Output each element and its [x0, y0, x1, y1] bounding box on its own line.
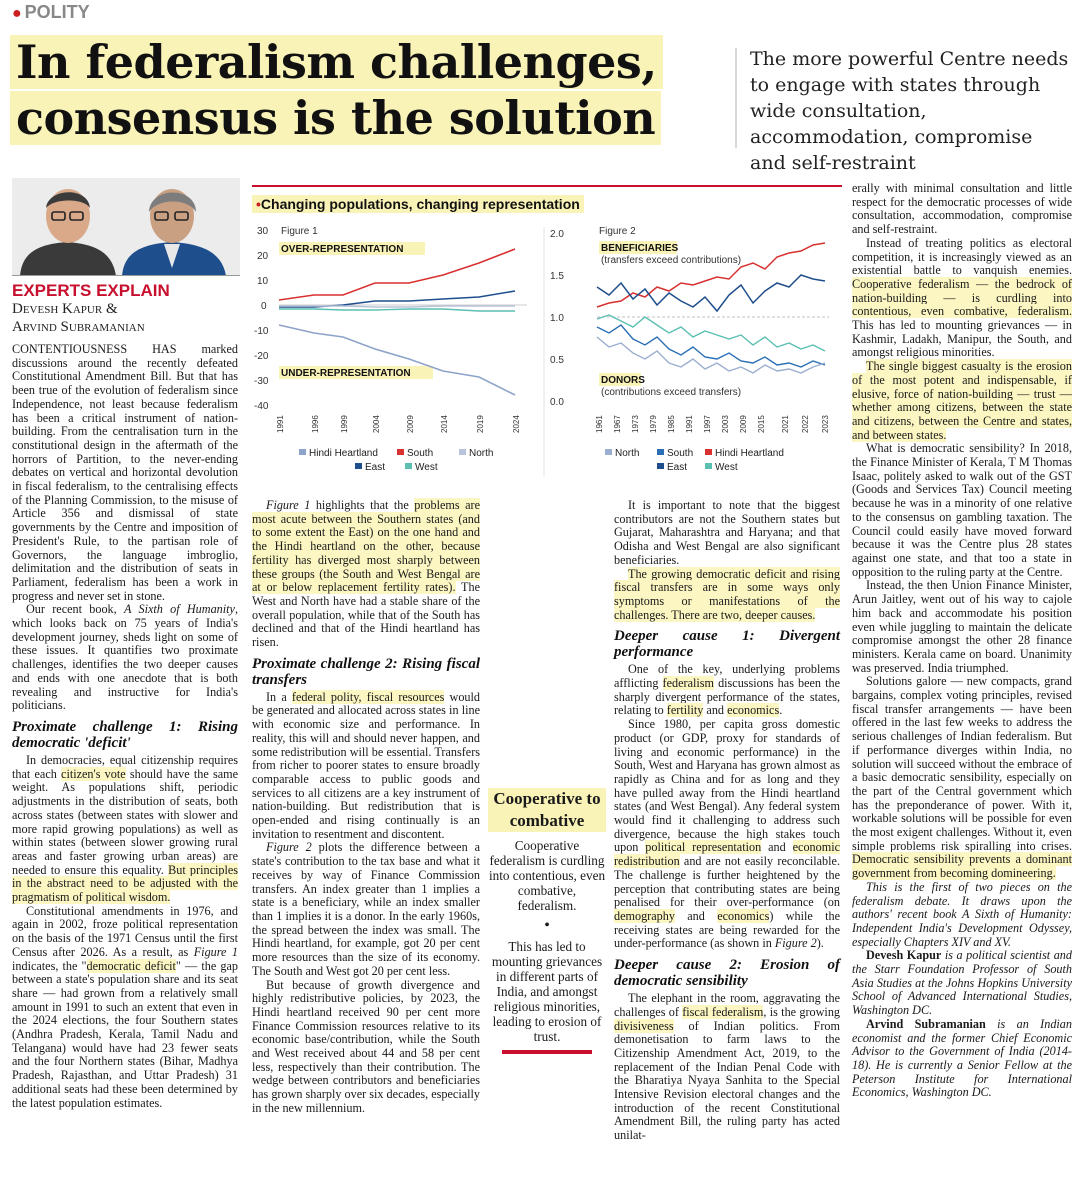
article-column-2 — [252, 499, 480, 1116]
paragraph: But because of growth divergence and highly redistributive policies, by 2023, the Hindi heartland received 90 per cent more Finance Commission resources relative to its economic base/contribution, while the South and West received about 44 and 58 per cent less, respectively than their contribution. The wedge between contributors and beneficiaries has grown sharply over six decades, especially in the new millennium. — [252, 977, 480, 1115]
headline-line-2: consensus is the solution — [10, 91, 661, 145]
byline-author-2: Arvind Subramanian — [12, 319, 145, 335]
highlight: political representation — [645, 840, 762, 855]
figure-ref: Figure 2 — [266, 840, 312, 855]
fig2-xtick: 2023 — [821, 415, 830, 433]
fig1-xtick: 1999 — [340, 415, 349, 433]
text-run: , which looks back on 75 years of India's development journey, sheds light on some of these issues. It quantifies two proximate challenges, identifies the two deeper causes and ends with one anecdote that is both revealing and instructive for India's politicians. — [12, 602, 238, 713]
author-note — [852, 881, 1072, 950]
paragraph — [614, 663, 840, 718]
fig1-ytick: -10 — [254, 326, 269, 337]
text-run: of Indian politics. From demonetisation to farm laws to the Citizenship Amendment Act, 2019, to the replacement of the Indian Penal Code with the Bharatiya Nyaya Sanhita to the Special Intensive Revision electoral changes and the introduction of the recent Constitutional Amendment Bill, the ruling party has acted unilat- — [614, 1018, 840, 1143]
fig2-legend-item: Hindi Heartland — [715, 448, 784, 459]
donors-sublabel: (contributions exceed transfers) — [601, 387, 742, 398]
fig2-legend-item: East — [667, 462, 688, 473]
article-column-1 — [12, 343, 238, 1110]
text-run: and are not easily reconcilable. The challenge is further heightened by the perception that contributing states are being penalised for their over-performance (on — [614, 854, 840, 910]
fig2-xtick: 2022 — [801, 415, 810, 433]
highlight: economics — [717, 908, 770, 923]
highlight: problems are most acute between the Southern states (and to some extent the East) on the one hand and the Hindi heartland on the other, because fertility has diverged most sharply between these groups (the South and West Bengal are at or below replacement fertility rates). — [252, 498, 481, 595]
fig1-ytick: 30 — [257, 226, 269, 237]
author-photo — [12, 178, 240, 276]
deck: The more powerful Centre needs to engage with states through wide consultation, accommodation, compromise and self-restraint — [750, 48, 1069, 174]
fig2-series-west — [597, 315, 825, 351]
pull-quote-text-2: This has led to mounting grievances in different parts of India, and amongst religious minorities, leading to erosion of trust. — [491, 939, 603, 1044]
fig2-series-south — [597, 325, 825, 367]
text-run: Since 1980, per capita gross domestic product (or GDP, proxy for standards of living and economic performance) in the South, West and Haryana has grown almost as rapidly as China and for as long and they have pulled away from the Hindi heartland states (and West Bengal). Any federal system would find it challenging to address such divergence, because the high stakes touch upon — [614, 717, 840, 855]
figure-ref: Figure 1 — [266, 498, 311, 512]
text-run: ). — [816, 936, 824, 951]
fig2-xtick: 2021 — [781, 415, 790, 433]
bullet-dot-icon: ● — [12, 5, 22, 22]
chart-header-text: Changing populations, changing representation — [260, 196, 580, 212]
fig1-xtick: 1991 — [276, 415, 285, 433]
text-run: " — the gap between a state's population share and its seat share — had grown from a relatively small amount in 1991 to such an extent that even in the 2024 elections, the four Southern states (Andhra Pradesh, Kerala, Tamil Nadu and Telangana) would have had 23 fewer seats and the four Northern states (Bihar, Madhya Pradesh, Rajasthan, and Uttar Pradesh) 31 additional seats had these been determined by the latest population estimates. — [12, 958, 238, 1110]
text-run: and — [674, 908, 718, 923]
legend-swatch-west — [405, 463, 412, 469]
text-run: should have the same weight. As populations shift, periodic adjustments in the distribution of seats, both across states (between states with slower and more rapid growing populations) as well as within states (between slower growing rural areas and faster growing urban areas) are needed to ensure this equality. — [12, 766, 238, 877]
text-run: The West and North have had a stable share of the overall population, while that of the South has declined and that of the Hindi heartland has risen. — [252, 580, 480, 650]
kicker-label: POLITY — [24, 2, 90, 22]
highlight: fiscal federalism — [682, 1004, 764, 1019]
legend-swatch-hindi — [705, 449, 712, 455]
text-run: is an Indian economist and the former Chief Economic Advisor to the Government of India (2014-18). He is currently a Senior Fellow at the Peterson Institute for International Economics, Washington DC. — [852, 1016, 1072, 1100]
figure-1-label: Figure 1 — [281, 226, 318, 237]
text-run: Our recent book, — [26, 602, 124, 617]
fig2-xtick: 1967 — [613, 415, 622, 433]
text-run: indicates, the " — [12, 958, 87, 973]
subheading: Deeper cause 1: Divergent performance — [614, 628, 840, 661]
fig1-legend-item: Hindi Heartland — [309, 448, 378, 459]
article-column-4 — [852, 182, 1072, 1100]
pull-quote — [488, 788, 606, 1054]
pull-quote-text-1: Cooperative federalism is curdling into contentious, even combative, federalism. — [488, 838, 606, 913]
text-run: highlights that the — [310, 498, 415, 512]
paragraph — [252, 841, 480, 978]
fig1-series-hindi-heartland — [279, 325, 515, 395]
beneficiaries-sublabel: (transfers exceed contributions) — [601, 255, 742, 266]
paragraph: What is democratic sensibility? In 2018, the Finance Minister of Kerala, T M Thomas Isaac, politely asked to walk out of the GST (Goods and Services Tax) Council meeting because he was in a minority of one relative to the consensus on gambling taxation. The Council could easily have moved forward because it was the Centre plus 28 states against one state, and that too a state in opposition to the ruling party at the Centre. — [852, 441, 1072, 579]
figure-1 — [254, 226, 527, 473]
fig1-ytick: 20 — [257, 251, 269, 262]
text-run: Constitutional amendments in 1976, and again in 2002, froze political representation on the basis of the 1971 Census until the first Census after 2026. As a result, as — [12, 903, 238, 959]
fig2-ytick: 2.0 — [550, 229, 564, 240]
book-title: A Sixth of Humanity — [123, 602, 235, 617]
fig1-legend-item: South — [407, 448, 434, 459]
paragraph — [12, 603, 238, 713]
legend-swatch-east — [657, 463, 664, 469]
fig1-xtick: 1996 — [311, 415, 320, 433]
experts-explain-label: EXPERTS EXPLAIN — [12, 281, 170, 300]
author-name: Arvind Subramanian — [866, 1016, 986, 1031]
text-run: and — [703, 703, 728, 718]
fig2-xtick: 1997 — [703, 415, 712, 433]
fig2-legend-item: North — [615, 448, 640, 459]
fig2-xtick: 2003 — [721, 415, 730, 433]
text-run: is a political scientist and the Starr Foundation Professor of South Asia Studies at the Johns Hopkins University School of Advanced International Studies, Washington DC. — [852, 948, 1072, 1018]
fig2-legend-item: South — [667, 448, 694, 459]
subheading: Deeper cause 2: Erosion of democratic sensibility — [614, 957, 840, 990]
text-run: plots the difference between a state's contribution to the tax base and what it receives by way of Finance Commission transfers. An index greater than 1 implies a state is a beneficiary, while an index smaller than 1 implies it is a donor. In the early 1960s, the spread between the index was small. The Hindi heartland, for example, got 20 per cent more resources than the size of its economy. The South and West got 20 per cent less. — [252, 840, 480, 978]
figure-2-label: Figure 2 — [599, 226, 636, 237]
legend-swatch-south — [397, 449, 404, 455]
legend-swatch-west — [705, 463, 712, 469]
under-representation-label: UNDER-REPRESENTATION — [281, 368, 411, 379]
highlight: fertility — [666, 703, 704, 718]
paragraph: erally with minimal consultation and little respect for the democratic processes of wide consultation, accommodation, compromise and self-restraint. — [852, 181, 1072, 237]
text-run: This is the first of two pieces on the federalism debate. It draws upon the authors' recent book A Sixth of Humanity: Independent India's Development Odyssey, especially Chapters XIV and XV. — [852, 879, 1072, 949]
legend-swatch-south — [657, 449, 664, 455]
subheading: Proximate challenge 1: Rising democratic 'deficit' — [12, 718, 238, 751]
fig1-ytick: 0 — [261, 301, 267, 312]
headline — [10, 34, 725, 146]
paragraph: It is important to note that the biggest contributors are not the Southern states but Gujarat, Maharashtra and Haryana; and that Odisha and West Bengal are also significant beneficiaries. — [614, 498, 840, 567]
paragraph: Instead, the then Union Finance Minister, Arun Jaitley, went out of his way to cajole him back and accommodate his position even while juggling to maintain the delicate compromise amongst the other 28 finance ministers. Kerala came on board. Unanimity was preserved. India triumphed. — [852, 578, 1072, 675]
highlight: federalism — [662, 676, 714, 691]
legend-swatch-north — [605, 449, 612, 455]
fig1-xtick: 2019 — [476, 415, 485, 433]
highlight: Cooperative federalism — the bedrock of nation-building — is curdling into contentious, even combative, federalism. — [852, 276, 1072, 319]
highlight: The single biggest casualty is the erosion of the most potent and indispensable, if elusive, force of nation-building — trust — whether among citizens, between the state and citizens, between the Centre and states, and between states. — [852, 359, 1072, 442]
chart-figures — [247, 187, 842, 482]
fig2-ytick: 0.0 — [550, 397, 564, 408]
fig2-xtick: 1973 — [631, 415, 640, 433]
fig2-xtick: 1961 — [595, 415, 604, 433]
paragraph — [252, 691, 480, 842]
text-run: . — [779, 703, 783, 718]
fig1-series-south — [279, 249, 515, 300]
text-run: In democracies, equal citizenship requires that each — [12, 752, 238, 781]
over-representation-label: OVER-REPRESENTATION — [281, 244, 404, 255]
subheading: Proximate challenge 2: Rising fiscal transfers — [252, 655, 480, 688]
highlight: But principles in the abstract need to be adjusted with the pragmatism of political wisdom. — [12, 862, 238, 905]
figure-ref: Figure 2 — [774, 936, 817, 951]
fig2-xtick: 2015 — [757, 415, 766, 433]
authors-illustration — [12, 178, 240, 276]
paragraph — [614, 992, 840, 1143]
text-run: The elephant in the room, aggravating the challenges of — [614, 991, 840, 1019]
pull-quote-rule — [502, 1050, 592, 1054]
paragraph — [252, 499, 480, 650]
byline-author-1: Devesh Kapur & — [12, 301, 118, 317]
fig1-ytick: -40 — [254, 401, 269, 412]
text-run: One of the key, underlying problems afflicting — [614, 662, 840, 691]
fig1-legend-item: North — [469, 448, 494, 459]
highlight: demography — [614, 908, 675, 923]
legend-swatch-north — [459, 449, 466, 455]
paragraph — [12, 754, 238, 905]
fig2-xtick: 1979 — [649, 415, 658, 433]
figure-2 — [550, 226, 830, 473]
highlight: divisiveness — [614, 1018, 674, 1033]
fig1-legend-item: East — [365, 462, 386, 473]
text-run: and — [761, 840, 793, 855]
legend-swatch-east — [355, 463, 362, 469]
text-run: , is the growing — [763, 1004, 841, 1019]
fig1-legend-item: West — [415, 462, 438, 473]
paragraph — [852, 360, 1072, 442]
section-kicker — [12, 2, 90, 23]
highlight: democratic deficit — [86, 958, 176, 973]
paragraph: CONTENTIOUSNESS HAS marked discussions around the recently defeated Constitutional Amendment Bill. But that has been true of the evolution of federalism since Independence, not least because federalism has been a critical instrument of nation-building. From the centralisation turn in the constitutional design in the aftermath of the horrors of Partition, to the never-ending debates on vertical and horizontal devolution in fiscal federalism, to the centralising effects of the Planning Commission, to the misuse of Article 356 and dismissal of state governments by the Centre and imposition of President's Rule, to the partisan role of Governors, the language imbroglio, delimitation and the distribution of seats in Parliament, federalism has been a work in progress and never set in stone. — [12, 342, 238, 603]
fig1-ytick: -30 — [254, 376, 269, 387]
text-run: discussions has been the sharply divergent performance of the states, relating to — [614, 676, 841, 718]
highlight: The growing democratic deficit and rising fiscal transfers are in some ways only symptoms or manifestations of the challenges. There are two, deeper causes. — [614, 566, 840, 622]
figure-ref: Figure 1 — [193, 944, 239, 959]
pull-quote-heading: Cooperative to combative — [488, 788, 606, 832]
paragraph — [852, 675, 1072, 881]
paragraph — [614, 718, 840, 951]
fig2-ytick: 1.5 — [550, 271, 564, 282]
fig1-ytick: 10 — [257, 276, 269, 287]
fig2-xtick: 2009 — [739, 415, 748, 433]
author-name: Devesh Kapur — [866, 948, 942, 963]
text-run: ) while the receiving states are being rewarded for the under-performance (as shown in — [614, 908, 840, 951]
fig1-ytick: -20 — [254, 351, 269, 362]
fig1-xtick: 2004 — [372, 415, 381, 433]
text-run: Instead of treating politics as electoral competition, it is increasingly viewed as an existential battle to vanquish enemies. — [852, 235, 1072, 278]
text-run: Solutions galore — new compacts, grand bargains, complex voting principles, revised fiscal transfer arrangements — have been offered in the last few weeks to address the serious challenges of Indian federalism. But if performance diverges within India, no solution will succeed without the embrace of a basic democratic sensibility, especially on the part of the Central government which has the preponderance of power. With it, workable solutions will be possible for even the most exigent challenges. Without it, even simple problems risk spiralling into crises. — [852, 674, 1072, 853]
author-bio — [852, 1018, 1072, 1100]
headline-line-1: In federalism challenges, — [10, 35, 663, 89]
fig2-xtick: 1991 — [685, 415, 694, 433]
pull-quote-bullet: • — [544, 917, 550, 934]
donors-label: DONORS — [601, 375, 645, 386]
beneficiaries-label: BENEFICIARIES — [601, 243, 679, 254]
fig1-xtick: 2014 — [440, 415, 449, 433]
fig2-legend-item: West — [715, 462, 738, 473]
deck-divider — [735, 48, 737, 148]
fig2-series-north — [597, 337, 825, 373]
article-column-3 — [614, 499, 840, 1143]
fig2-series-east — [597, 275, 825, 311]
legend-swatch-hindi — [299, 449, 306, 455]
fig1-xtick: 2024 — [512, 415, 521, 433]
author-bio — [852, 949, 1072, 1018]
text-run: would be generated and allocated across states in line with economic size and performance. In reality, this will and should never happen, and some redistribution will be essential. Transfers from richer to poorer states to ensure broadly comparable access to public goods and services to all citizens are a key instrument of nation-building. But redistribution that is open-ended and rising continually is an invitation to resentment and discontent. — [252, 689, 480, 841]
fig2-ytick: 1.0 — [550, 313, 564, 324]
highlight: Democratic sensibility prevents a dominant government from becoming domineering. — [852, 852, 1072, 881]
paragraph — [12, 905, 238, 1111]
fig2-ytick: 0.5 — [550, 355, 564, 366]
text-run: In a — [266, 689, 292, 704]
fig1-xtick: 2009 — [406, 415, 415, 433]
paragraph — [614, 568, 840, 623]
highlight: economic redistribution — [614, 840, 841, 869]
highlight: federal polity, fiscal resources — [291, 689, 445, 704]
text-run: This has led to mounting grievances — in Kashmir, Ladakh, Manipur, the South, and amongst religious minorities. — [852, 318, 1072, 360]
bullet-dot-icon: • — [256, 196, 261, 212]
highlight: citizen's vote — [61, 766, 126, 781]
highlight: economics — [727, 703, 780, 718]
fig1-series-west — [279, 309, 515, 311]
paragraph — [852, 237, 1072, 360]
fig2-xtick: 1985 — [667, 415, 676, 433]
